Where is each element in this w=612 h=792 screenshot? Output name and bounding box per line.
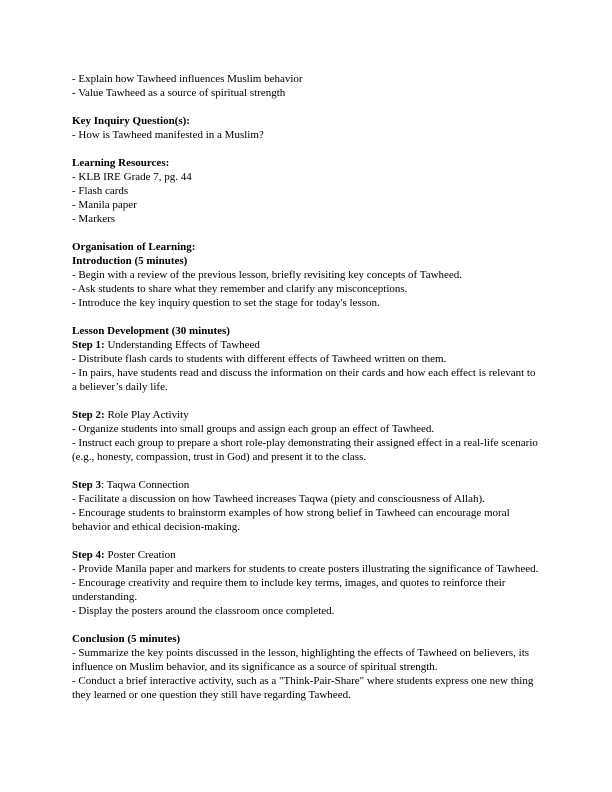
introduction-item: - Ask students to share what they remember and clarify any misconceptions. bbox=[72, 283, 408, 295]
development-heading: Lesson Development (30 minutes) bbox=[72, 325, 230, 337]
step-label: Step 1: bbox=[72, 339, 105, 351]
resource-item: - Markers bbox=[72, 213, 116, 225]
resource-item: - Manila paper bbox=[72, 199, 137, 211]
step-item: - Organize students into small groups and assign each group an effect of Tawheed. bbox=[72, 423, 435, 435]
development-section bbox=[72, 324, 542, 618]
conclusion-item: - Summarize the key points discussed in the lesson, highlighting the effects of Tawheed on believers, its influence on Muslim behavior, and its significance as a source of spiritual strength. bbox=[72, 647, 530, 673]
objectives-list bbox=[72, 72, 542, 100]
step-label: Step 2: bbox=[72, 409, 105, 421]
step-heading bbox=[72, 478, 542, 492]
inquiry-heading: Key Inquiry Question(s): bbox=[72, 115, 190, 127]
step-title: Understanding Effects of Tawheed bbox=[104, 339, 260, 351]
inquiry-section bbox=[72, 114, 542, 142]
lesson-plan-page bbox=[72, 72, 542, 702]
resources-heading: Learning Resources: bbox=[72, 157, 170, 169]
step-4 bbox=[72, 548, 542, 618]
objective-item: - Explain how Tawheed influences Muslim behavior bbox=[72, 73, 303, 85]
conclusion-section bbox=[72, 632, 542, 702]
step-3 bbox=[72, 478, 542, 534]
introduction-item: - Introduce the key inquiry question to set the stage for today's lesson. bbox=[72, 297, 380, 309]
step-1 bbox=[72, 338, 542, 394]
organisation-heading: Organisation of Learning: bbox=[72, 241, 196, 253]
step-heading bbox=[72, 338, 542, 352]
step-label: Step 4: bbox=[72, 549, 105, 561]
step-heading bbox=[72, 548, 542, 562]
inquiry-item: - How is Tawheed manifested in a Muslim? bbox=[72, 129, 264, 141]
step-title: Role Play Activity bbox=[104, 409, 189, 421]
resource-item: - Flash cards bbox=[72, 185, 129, 197]
step-item: - Facilitate a discussion on how Tawheed increases Taqwa (piety and consciousness of Allah). bbox=[72, 493, 485, 505]
step-2 bbox=[72, 408, 542, 464]
step-title: : Taqwa Connection bbox=[101, 479, 190, 491]
conclusion-item: - Conduct a brief interactive activity, such as a "Think-Pair-Share" where students express one new thing they learned or one question they still have regarding Tawheed. bbox=[72, 675, 534, 701]
step-label: Step 3 bbox=[72, 479, 102, 491]
step-title: Poster Creation bbox=[104, 549, 176, 561]
step-item: - Distribute flash cards to students with different effects of Tawheed written on them. bbox=[72, 353, 447, 365]
step-heading bbox=[72, 408, 542, 422]
introduction-item: - Begin with a review of the previous lesson, briefly revisiting key concepts of Tawheed. bbox=[72, 269, 463, 281]
introduction-heading: Introduction (5 minutes) bbox=[72, 255, 188, 267]
step-item: - Encourage creativity and require them to include key terms, images, and quotes to reinforce their understanding. bbox=[72, 577, 506, 603]
objective-item: - Value Tawheed as a source of spiritual strength bbox=[72, 87, 286, 99]
step-item: - In pairs, have students read and discuss the information on their cards and how each effect is relevant to a believer’s daily life. bbox=[72, 367, 536, 393]
step-item: - Instruct each group to prepare a short role-play demonstrating their assigned effect in a real-life scenario (e.g., honesty, compassion, trust in God) and present it to the class. bbox=[72, 437, 538, 463]
resource-item: - KLB IRE Grade 7, pg. 44 bbox=[72, 171, 192, 183]
organisation-section bbox=[72, 240, 542, 310]
step-item: - Display the posters around the classroom once completed. bbox=[72, 605, 335, 617]
conclusion-heading: Conclusion (5 minutes) bbox=[72, 633, 181, 645]
resources-section bbox=[72, 156, 542, 226]
step-item: - Encourage students to brainstorm examples of how strong belief in Tawheed can encourage moral behavior and ethical decision-making. bbox=[72, 507, 510, 533]
step-item: - Provide Manila paper and markers for students to create posters illustrating the significance of Tawheed. bbox=[72, 563, 539, 575]
